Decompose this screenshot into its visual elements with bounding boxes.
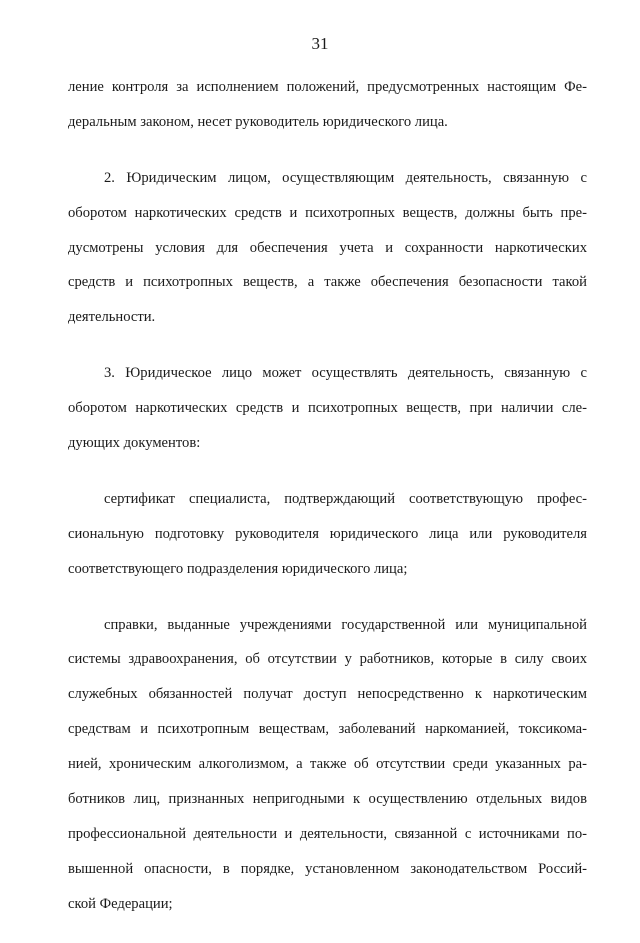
- text-line: средств и психотропных веществ, а также обеспечения безопасности такой: [68, 274, 587, 291]
- paragraph-certificates-health: [68, 608, 587, 922]
- text-line: нией, хроническим алкоголизмом, а также об отсутствии среди указанных ра-: [68, 756, 587, 773]
- text-line: 3. Юридическое лицо может осуществлять деятельность, связанную с: [104, 365, 587, 382]
- text-line: ской Федерации;: [68, 895, 173, 912]
- body-text: [68, 70, 587, 943]
- text-line: средствам и психотропным веществам, заболеваний наркоманией, токсикома-: [68, 721, 587, 738]
- text-line: системы здравоохранения, об отсутствии у работников, которые в силу своих: [68, 651, 587, 668]
- text-line: ботников лиц, признанных непригодными к осуществлению отдельных видов: [68, 791, 587, 808]
- text-line: справки, выданные учреждениями государственной или муниципальной: [104, 616, 587, 633]
- text-line: сиональную подготовку руководителя юридического лица или руководителя: [68, 525, 587, 542]
- text-line: 2. Юридическим лицом, осуществляющим деятельность, связанную с: [104, 169, 587, 186]
- text-line: дующих документов:: [68, 435, 201, 452]
- paragraph-certificate: [68, 482, 587, 587]
- text-line: оборотом наркотических средств и психотропных веществ, при наличии сле-: [68, 400, 587, 417]
- text-line: соответствующего подразделения юридического лица;: [68, 560, 408, 577]
- page-number: 31: [311, 34, 329, 53]
- text-line: деятельности.: [68, 309, 156, 326]
- text-line: служебных обязанностей получат доступ непосредственно к наркотическим: [68, 686, 587, 703]
- text-line: ление контроля за исполнением положений, предусмотренных настоящим Фе-: [68, 79, 587, 95]
- text-line: оборотом наркотических средств и психотропных веществ, должны быть пре-: [68, 204, 587, 221]
- paragraph-clause-3: [68, 356, 587, 461]
- text-line: деральным законом, несет руководитель юридического лица.: [68, 113, 448, 130]
- text-line: вышенной опасности, в порядке, установленном законодательством Россий-: [68, 860, 587, 877]
- text-line: сертификат специалиста, подтверждающий соответствующую профес-: [104, 490, 587, 507]
- paragraph-clause-2: [68, 161, 587, 335]
- text-line: профессиональной деятельности и деятельности, связанной с источниками по-: [68, 825, 587, 842]
- paragraph-continuation: [68, 70, 587, 140]
- text-line: дусмотрены условия для обеспечения учета и сохранности наркотических: [68, 239, 587, 256]
